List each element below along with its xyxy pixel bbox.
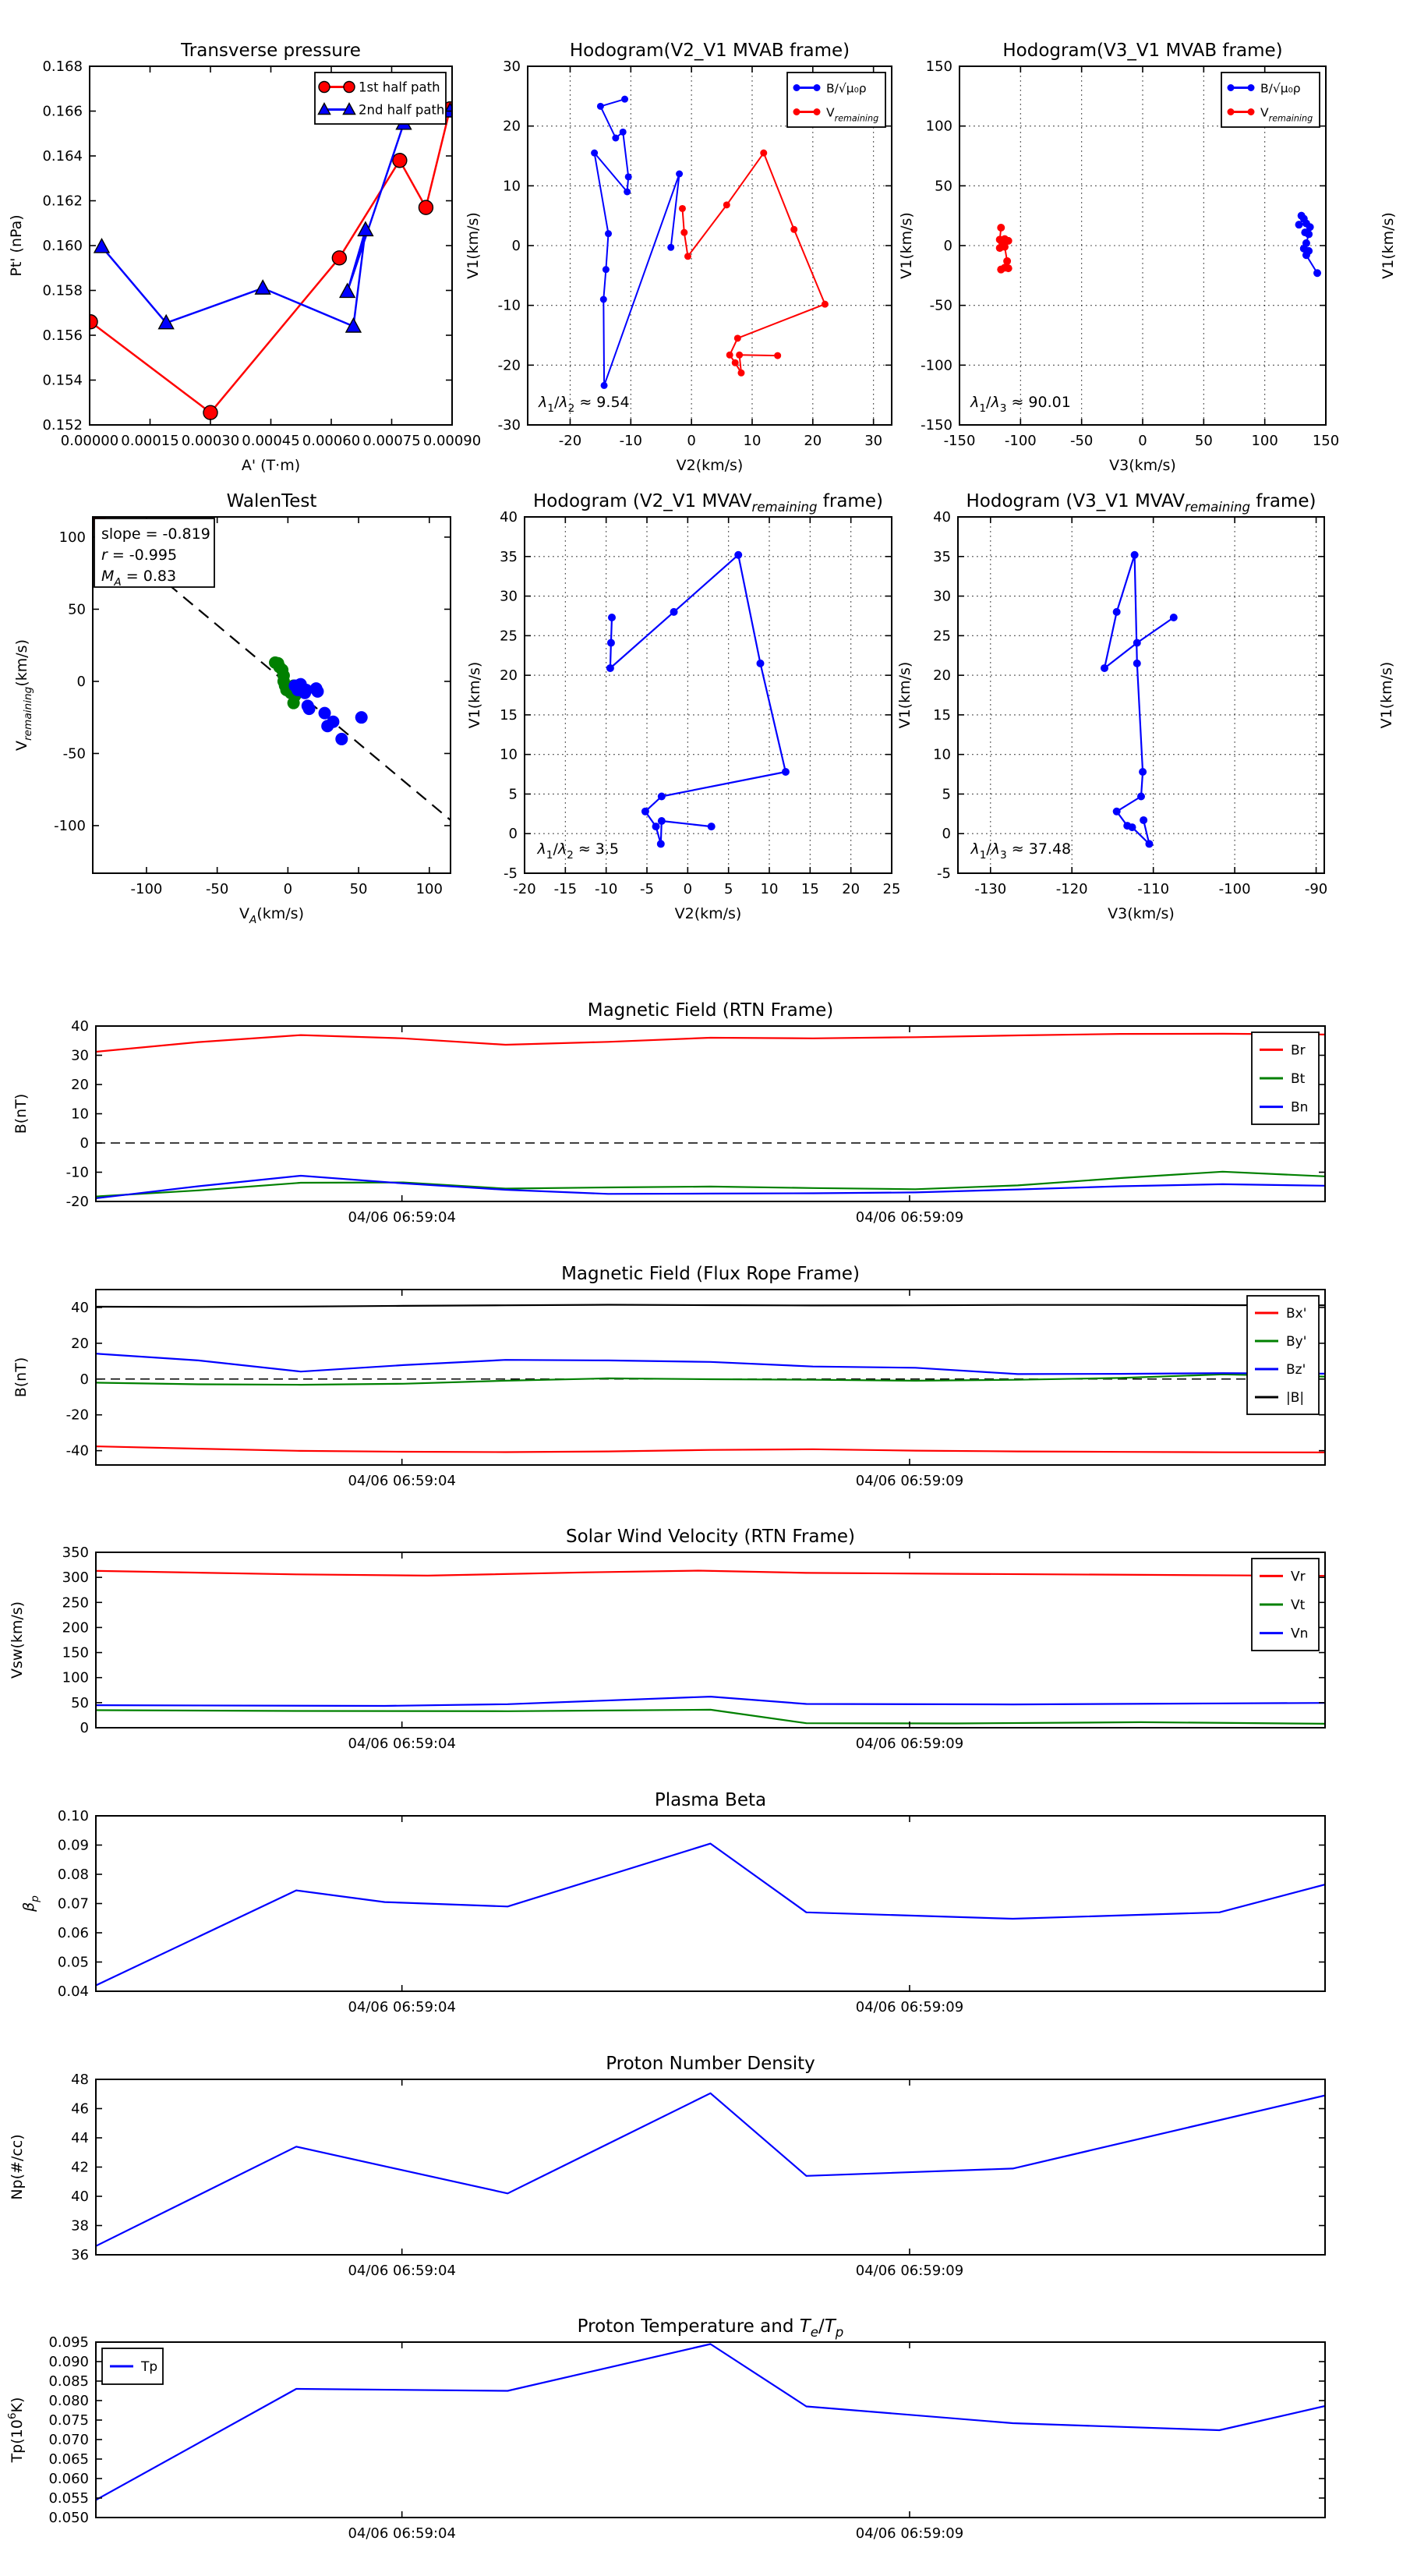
- hodogram-v2v1-mvav-ytick-label: 35: [500, 548, 518, 565]
- magnetic-field-rtn-xtick-label: 04/06 06:59:09: [855, 1209, 964, 1226]
- hodogram-v2v1-mvav-annotation: $\lambda_1/\lambda_2 \approx 3.5$: [537, 840, 620, 862]
- transverse-pressure-xlabel: A' (T·m): [241, 457, 301, 474]
- solar-wind-velocity-ylabel: Vsw(km/s): [9, 1601, 26, 1679]
- hodogram-v2v1-mvab-panel: [465, 41, 892, 474]
- solar-wind-velocity-panel: [9, 1527, 1325, 1752]
- hodogram-v3v1-mvav-xtick-label: -120: [1055, 881, 1088, 897]
- hodogram-v3v1-mvav-ytick-label: 35: [933, 548, 951, 565]
- hodogram-v2v1-mvav-ytick-label: 5: [508, 786, 518, 803]
- solar-wind-velocity-ytick-label: 50: [71, 1694, 89, 1711]
- hodogram-v2v1-mvab-xtick-label: 30: [864, 433, 883, 449]
- magnetic-field-rtn-plot-area: [96, 1026, 1325, 1201]
- hodogram-v2v1-mvav-xtick-label: 20: [842, 881, 861, 897]
- magnetic-field-rtn-ytick-label: 0: [80, 1135, 89, 1152]
- walen-test-stats-line: r = -0.995: [101, 547, 178, 564]
- magnetic-field-flux-rope-title: Magnetic Field (Flux Rope Frame): [561, 1264, 860, 1284]
- hodogram-v3v1-mvav-xtick-label: -100: [1218, 881, 1251, 897]
- proton-number-density-ytick-label: 40: [71, 2189, 89, 2205]
- magnetic-field-rtn-xtick-label: 04/06 06:59:04: [348, 1209, 456, 1226]
- magnetic-field-rtn-ytick-label: -10: [65, 1164, 89, 1181]
- hodogram-v2v1-mvab-ylabel: V1(km/s): [465, 212, 482, 279]
- magnetic-field-rtn-panel: [12, 1000, 1325, 1226]
- transverse-pressure-legend: [315, 73, 446, 124]
- hodogram-v3v1-mvab-title: Hodogram(V3_V1 MVAB frame): [1002, 41, 1283, 61]
- magnetic-field-rtn-ytick-label: 30: [71, 1047, 89, 1064]
- plasma-beta-panel: [20, 1790, 1325, 2015]
- hodogram-v3v1-mvav-annotation: $\lambda_1/\lambda_3 \approx 37.48$: [970, 840, 1072, 862]
- hodogram-v3v1-mvav-ytick-label: 5: [942, 786, 951, 803]
- transverse-pressure-xtick-label: 0.00045: [242, 433, 300, 449]
- proton-number-density-ytick-label: 48: [71, 2072, 89, 2088]
- proton-number-density-xtick-label: 04/06 06:59:09: [855, 2263, 964, 2279]
- transverse-pressure-xtick-label: 0.00030: [181, 433, 240, 449]
- hodogram-v2v1-mvab-title: Hodogram(V2_V1 MVAB frame): [569, 41, 850, 61]
- walen-test-ytick-label: -100: [54, 817, 86, 834]
- hodogram-v2v1-mvav-xtick-label: -20: [513, 881, 536, 897]
- proton-number-density-ytick-label: 46: [71, 2100, 89, 2118]
- plasma-beta-ytick-label: 0.04: [57, 1983, 89, 2000]
- plasma-beta-plot-area: [96, 1816, 1325, 1991]
- plasma-beta-ytick-label: 0.10: [57, 1808, 89, 1824]
- hodogram-v3v1-mvav-ytick-label: 15: [933, 706, 951, 724]
- hodogram-v2v1-mvav-plot-area: [525, 517, 892, 873]
- hodogram-v2v1-mvav-xtick-label: 15: [800, 881, 819, 897]
- hodogram-v3v1-mvab-xtick-label: 100: [1251, 433, 1278, 449]
- hodogram-v2v1-mvav-xtick-label: 0: [683, 881, 693, 897]
- hodogram-v2v1-mvav-ytick-label: 10: [500, 746, 518, 763]
- hodogram-v3v1-mvab-xtick-label: 50: [1194, 433, 1213, 449]
- hodogram-v3v1-mvab-xtick-label: -150: [943, 433, 976, 449]
- solar-wind-velocity-ytick-label: 200: [62, 1619, 89, 1637]
- hodogram-v3v1-mvab-xlabel: V3(km/s): [1109, 457, 1176, 474]
- proton-temperature-ylabel: $Tp(10^6K)$: [6, 2397, 26, 2463]
- proton-temperature-ytick-label: 0.070: [48, 2432, 89, 2448]
- magnetic-field-flux-rope-ytick-label: -20: [65, 1407, 89, 1424]
- magnetic-field-flux-rope-ytick-label: -40: [65, 1442, 89, 1460]
- hodogram-v3v1-mvav-panel: [896, 491, 1395, 922]
- transverse-pressure-ytick-label: 0.158: [42, 282, 83, 299]
- magnetic-field-rtn-ylabel: B(nT): [12, 1093, 30, 1134]
- transverse-pressure-ytick-label: 0.164: [42, 148, 83, 165]
- proton-number-density-ytick-label: 42: [71, 2159, 89, 2176]
- walen-test-xtick-label: -50: [205, 881, 229, 897]
- hodogram-v2v1-mvab-ytick-label: 0: [511, 238, 521, 254]
- magnetic-field-rtn-ytick-label: 10: [71, 1106, 89, 1123]
- transverse-pressure-ylabel: Pt' (nPa): [8, 214, 25, 277]
- proton-temperature-ytick-label: 0.065: [48, 2451, 89, 2468]
- hodogram-v3v1-mvav-ylabel: V1(km/s): [896, 661, 914, 729]
- walen-test-ytick-label: 50: [68, 601, 86, 618]
- hodogram-v3v1-mvav-ylabel-right: V1(km/s): [1378, 661, 1395, 729]
- transverse-pressure-ytick-label: 0.152: [42, 417, 83, 433]
- hodogram-v3v1-mvab-xtick-label: 0: [1138, 433, 1147, 449]
- hodogram-v2v1-mvav-ytick-label: -5: [504, 865, 518, 882]
- transverse-pressure-title: Transverse pressure: [181, 41, 361, 61]
- hodogram-v3v1-mvav-xlabel: V3(km/s): [1108, 905, 1175, 922]
- hodogram-v2v1-mvav-xtick-label: -5: [640, 881, 654, 897]
- hodogram-v2v1-mvav-xtick-label: 25: [882, 881, 901, 897]
- walen-test-stats-line: slope = -0.819: [101, 525, 210, 543]
- plasma-beta-ytick-label: 0.06: [57, 1925, 89, 1941]
- hodogram-v3v1-mvav-xtick-label: -130: [974, 881, 1007, 897]
- hodogram-v3v1-mvav-xtick-label: -90: [1304, 881, 1328, 897]
- solar-wind-velocity-ytick-label: 250: [62, 1594, 89, 1612]
- proton-number-density-panel: [9, 2054, 1325, 2279]
- transverse-pressure-ytick-label: 0.166: [42, 103, 83, 120]
- hodogram-v2v1-mvav-ytick-label: 30: [500, 588, 518, 605]
- hodogram-v2v1-mvab-ytick-label: -30: [497, 417, 521, 433]
- hodogram-v3v1-mvab-ytick-label: 150: [925, 58, 952, 75]
- proton-temperature-xtick-label: 04/06 06:59:09: [855, 2525, 964, 2542]
- proton-temperature-ytick-label: 0.090: [48, 2354, 89, 2370]
- transverse-pressure-xtick-label: 0.00015: [121, 433, 179, 449]
- proton-temperature-plot-area: [96, 2342, 1325, 2518]
- magnetic-field-flux-rope-xtick-label: 04/06 06:59:09: [855, 1473, 964, 1489]
- proton-number-density-ytick-label: 36: [71, 2247, 89, 2263]
- magnetic-field-flux-rope-legend-label: Bz': [1286, 1362, 1306, 1378]
- solar-wind-velocity-xtick-label: 04/06 06:59:04: [348, 1736, 456, 1752]
- solar-wind-velocity-ytick-label: 100: [62, 1669, 89, 1686]
- transverse-pressure-xtick-label: 0.00000: [60, 433, 119, 449]
- hodogram-v2v1-mvab-ytick-label: 20: [503, 118, 521, 135]
- hodogram-v3v1-mvab-legend: [1221, 73, 1320, 127]
- magnetic-field-flux-rope-ytick-label: 0: [80, 1371, 89, 1388]
- hodogram-v3v1-mvav-ytick-label: -5: [937, 865, 951, 882]
- hodogram-v2v1-mvab-legend-label: B/√μ₀ρ: [826, 81, 867, 96]
- hodogram-v3v1-mvab-ytick-label: -150: [921, 417, 952, 433]
- proton-number-density-xtick-label: 04/06 06:59:04: [348, 2263, 456, 2279]
- hodogram-v3v1-mvav-ytick-label: 0: [942, 826, 951, 843]
- magnetic-field-flux-rope-legend-label: By': [1286, 1334, 1307, 1350]
- magnetic-field-flux-rope-ytick-label: 40: [71, 1299, 89, 1316]
- hodogram-v2v1-mvab-xlabel: V2(km/s): [676, 457, 744, 474]
- solar-wind-velocity-legend: [1252, 1559, 1319, 1651]
- proton-temperature-ytick-label: 0.095: [48, 2334, 89, 2351]
- proton-temperature-ytick-label: 0.080: [48, 2393, 89, 2409]
- hodogram-v3v1-mvav-xtick-label: -110: [1137, 881, 1170, 897]
- transverse-pressure-ytick-label: 0.160: [42, 238, 83, 254]
- walen-test-panel: [13, 491, 451, 926]
- hodogram-v2v1-mvav-ytick-label: 20: [500, 667, 518, 685]
- hodogram-v2v1-mvav-ytick-label: 0: [508, 826, 518, 843]
- plasma-beta-ytick-label: 0.08: [57, 1867, 89, 1883]
- magnetic-field-flux-rope-ytick-label: 20: [71, 1335, 89, 1352]
- plasma-beta-xtick-label: 04/06 06:59:09: [855, 1999, 964, 2015]
- plasma-beta-ytick-label: 0.09: [57, 1837, 89, 1854]
- plasma-beta-ylabel: $\beta_p$: [20, 1895, 41, 1912]
- walen-test-title: WalenTest: [226, 491, 317, 511]
- hodogram-v2v1-mvab-legend-label: $V_{remaining}$: [826, 105, 879, 124]
- proton-number-density-ytick-label: 38: [71, 2217, 89, 2235]
- solar-wind-velocity-ytick-label: 0: [80, 1720, 89, 1736]
- solar-wind-velocity-legend-label: Vn: [1291, 1626, 1309, 1642]
- hodogram-v3v1-mvab-annotation: $\lambda_1/\lambda_3 \approx 90.01$: [970, 394, 1071, 415]
- hodogram-v2v1-mvab-xtick-label: 0: [687, 433, 696, 449]
- magnetic-field-flux-rope-panel: [12, 1264, 1325, 1489]
- walen-test-stats-line: $M_A = 0.83$: [101, 568, 177, 589]
- hodogram-v3v1-mvav-title: Hodogram (V3_V1 $MVAV_{remaining}$ frame): [966, 491, 1316, 515]
- hodogram-v2v1-mvav-xtick-label: 10: [760, 881, 779, 897]
- walen-test-xlabel: $V_A(km/s)$: [239, 905, 304, 926]
- proton-temperature-ytick-label: 0.060: [48, 2471, 89, 2487]
- hodogram-v2v1-mvab-xtick-label: -20: [558, 433, 582, 449]
- walen-test-stats-box: [94, 518, 214, 589]
- walen-test-xtick-label: 100: [415, 881, 443, 897]
- hodogram-v2v1-mvab-xtick-label: -10: [619, 433, 643, 449]
- hodogram-v3v1-mvav-ytick-label: 25: [933, 628, 951, 645]
- hodogram-v3v1-mvab-ytick-label: -50: [929, 297, 952, 314]
- hodogram-v2v1-mvav-ytick-label: 25: [500, 628, 518, 645]
- hodogram-v2v1-mvav-xtick-label: 5: [723, 881, 733, 897]
- hodogram-v3v1-mvab-ytick-label: 50: [935, 178, 952, 195]
- magnetic-field-flux-rope-legend-label: Bx': [1286, 1306, 1307, 1322]
- transverse-pressure-ytick-label: 0.156: [42, 327, 83, 344]
- magnetic-field-flux-rope-legend: [1247, 1296, 1319, 1414]
- proton-temperature-legend: [102, 2348, 163, 2384]
- transverse-pressure-xtick-label: 0.00060: [302, 433, 361, 449]
- hodogram-v3v1-mvav-ytick-label: 20: [933, 667, 951, 685]
- proton-temperature-legend-label: Tp: [141, 2359, 158, 2375]
- hodogram-v2v1-mvab-ytick-label: -10: [497, 297, 521, 314]
- magnetic-field-rtn-legend-label: Bn: [1291, 1099, 1309, 1116]
- walen-test-ylabel: $V_{remaining}(km/s)$: [13, 639, 34, 751]
- transverse-pressure-xtick-label: 0.00075: [362, 433, 421, 449]
- magnetic-field-rtn-title: Magnetic Field (RTN Frame): [587, 1000, 834, 1021]
- transverse-pressure-legend-label: 2nd half path: [359, 102, 445, 118]
- hodogram-v2v1-mvav-panel: [466, 491, 900, 922]
- magnetic-field-flux-rope-ylabel: B(nT): [12, 1357, 30, 1398]
- plasma-beta-title: Plasma Beta: [654, 1790, 767, 1810]
- proton-temperature-ytick-label: 0.085: [48, 2373, 89, 2390]
- hodogram-v3v1-mvab-ylabel-right: V1(km/s): [1380, 212, 1397, 279]
- magnetic-field-rtn-ytick-label: 40: [71, 1018, 89, 1035]
- hodogram-v2v1-mvav-xlabel: V2(km/s): [674, 905, 742, 922]
- proton-number-density-ylabel: Np(#/cc): [9, 2134, 26, 2200]
- hodogram-v2v1-mvab-xtick-label: 10: [743, 433, 762, 449]
- plasma-beta-ytick-label: 0.07: [57, 1895, 89, 1913]
- plasma-beta-xtick-label: 04/06 06:59:04: [348, 1999, 456, 2015]
- proton-temperature-title: Proton Temperature and $T_e/T_p$: [577, 2316, 844, 2340]
- solar-wind-velocity-xtick-label: 04/06 06:59:09: [855, 1736, 964, 1752]
- hodogram-v2v1-mvav-xtick-label: -15: [553, 881, 578, 897]
- hodogram-v3v1-mvab-xtick-label: -50: [1069, 433, 1094, 449]
- walen-test-ytick-label: 100: [58, 529, 86, 546]
- plasma-beta-ytick-label: 0.05: [57, 1954, 89, 1971]
- walen-test-ytick-label: 0: [76, 673, 86, 690]
- proton-number-density-plot-area: [96, 2079, 1325, 2255]
- hodogram-v3v1-mvab-legend-label: B/√μ₀ρ: [1260, 81, 1301, 96]
- hodogram-v3v1-mvab-panel: [898, 41, 1397, 474]
- solar-wind-velocity-ytick-label: 300: [62, 1569, 89, 1587]
- hodogram-v3v1-mvab-legend-label: $V_{remaining}$: [1260, 105, 1313, 124]
- hodogram-v2v1-mvav-ytick-label: 40: [500, 509, 518, 525]
- solar-wind-velocity-legend-label: Vr: [1291, 1569, 1306, 1585]
- hodogram-v3v1-mvav-ytick-label: 30: [933, 588, 951, 605]
- hodogram-v2v1-mvab-ytick-label: -20: [497, 357, 521, 374]
- hodogram-v2v1-mvav-xtick-label: -10: [594, 881, 618, 897]
- solar-wind-velocity-legend-label: Vt: [1291, 1598, 1306, 1613]
- solar-wind-velocity-ytick-label: 150: [62, 1644, 89, 1661]
- magnetic-field-rtn-legend: [1252, 1032, 1319, 1124]
- proton-temperature-ytick-label: 0.075: [48, 2412, 89, 2429]
- hodogram-v2v1-mvav-ytick-label: 15: [500, 706, 518, 724]
- solar-wind-velocity-plot-area: [96, 1552, 1325, 1728]
- magnetic-field-rtn-ytick-label: -20: [65, 1194, 89, 1210]
- walen-test-ytick-label: -50: [62, 745, 86, 763]
- hodogram-v3v1-mvav-ytick-label: 10: [933, 746, 951, 763]
- hodogram-v3v1-mvav-ytick-label: 40: [933, 509, 951, 525]
- hodogram-v2v1-mvav-ylabel: V1(km/s): [466, 661, 483, 729]
- proton-temperature-ytick-label: 0.055: [48, 2490, 89, 2507]
- transverse-pressure-ytick-label: 0.162: [42, 193, 83, 210]
- hodogram-v2v1-mvab-legend: [787, 73, 885, 127]
- hodogram-v2v1-mvav-title: Hodogram (V2_V1 $MVAV_{remaining}$ frame): [533, 491, 883, 515]
- hodogram-v2v1-mvab-ytick-label: 10: [503, 178, 521, 195]
- magnetic-field-rtn-legend-label: Bt: [1291, 1071, 1306, 1087]
- hodogram-v2v1-mvab-annotation: $\lambda_1/\lambda_2 \approx 9.54$: [539, 394, 630, 415]
- hodogram-v3v1-mvab-xtick-label: -100: [1004, 433, 1037, 449]
- hodogram-v3v1-mvab-ytick-label: -100: [921, 357, 952, 374]
- proton-temperature-panel: [6, 2316, 1325, 2542]
- transverse-pressure-ytick-label: 0.168: [42, 58, 83, 75]
- magnetic-field-rtn-legend-label: Br: [1291, 1042, 1306, 1059]
- walen-test-xtick-label: 50: [349, 881, 368, 897]
- hodogram-v2v1-mvab-ytick-label: 30: [503, 58, 521, 75]
- walen-test-xtick-label: 0: [283, 881, 293, 897]
- proton-number-density-title: Proton Number Density: [606, 2054, 815, 2074]
- hodogram-v3v1-mvab-ylabel: V1(km/s): [898, 212, 915, 279]
- magnetic-field-flux-rope-legend-label: |B|: [1286, 1390, 1305, 1406]
- hodogram-v3v1-mvab-ytick-label: 100: [925, 118, 952, 135]
- hodogram-v3v1-mvab-ytick-label: 0: [943, 238, 952, 254]
- hodogram-v2v1-mvab-xtick-label: 20: [804, 433, 822, 449]
- walen-test-xtick-label: -100: [130, 881, 163, 897]
- proton-number-density-ytick-label: 44: [71, 2130, 89, 2146]
- transverse-pressure-legend-label: 1st half path: [359, 80, 440, 95]
- solar-wind-velocity-title: Solar Wind Velocity (RTN Frame): [565, 1527, 856, 1547]
- transverse-pressure-ytick-label: 0.154: [42, 372, 83, 389]
- proton-temperature-ytick-label: 0.050: [48, 2510, 89, 2526]
- hodogram-v3v1-mvab-xtick-label: 150: [1312, 433, 1340, 449]
- proton-temperature-xtick-label: 04/06 06:59:04: [348, 2525, 456, 2542]
- magnetic-field-flux-rope-xtick-label: 04/06 06:59:04: [348, 1473, 456, 1489]
- transverse-pressure-panel: [8, 41, 481, 474]
- magnetic-field-rtn-ytick-label: 20: [71, 1077, 89, 1093]
- transverse-pressure-xtick-label: 0.00090: [422, 433, 482, 449]
- solar-wind-velocity-ytick-label: 350: [62, 1545, 89, 1561]
